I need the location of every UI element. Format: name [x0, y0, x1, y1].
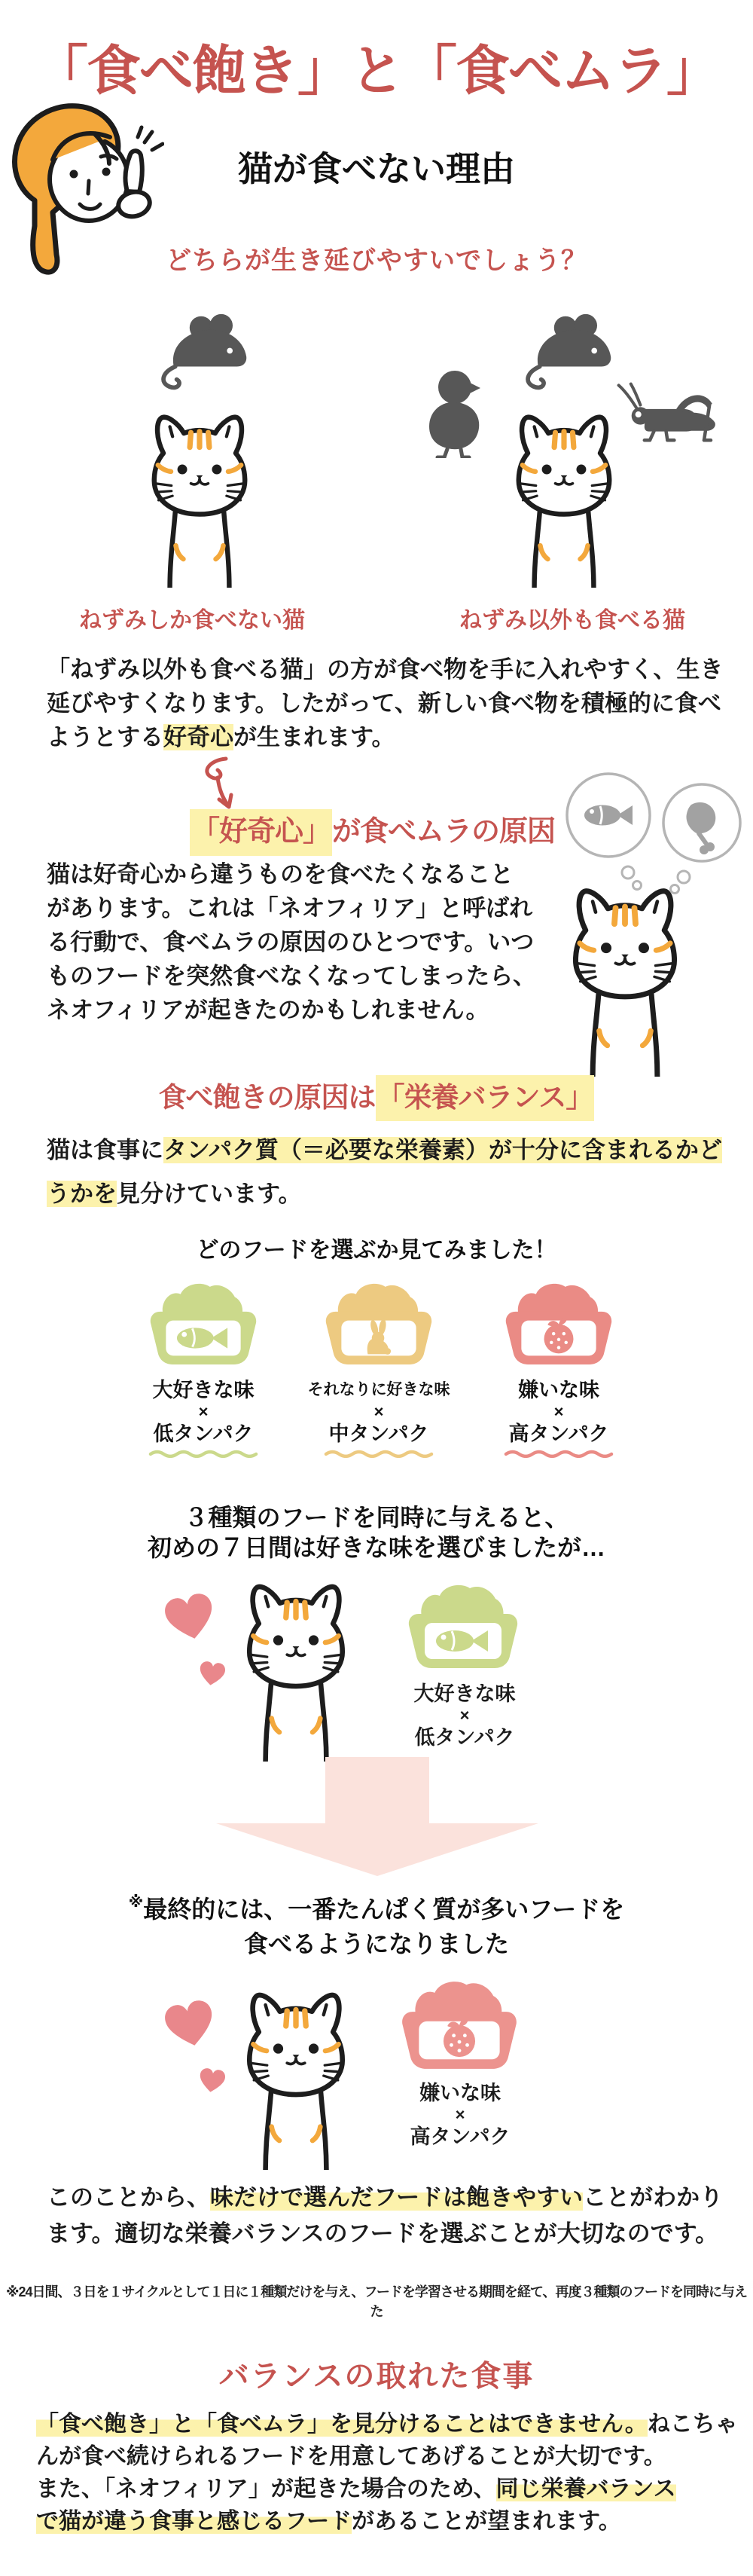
cross-mark: ×	[198, 1402, 209, 1421]
first-choice-label	[386, 1682, 544, 1749]
cross-mark: ×	[373, 1402, 384, 1421]
cat-icon	[235, 1986, 357, 2170]
cross-mark: ×	[459, 1706, 470, 1725]
mouse-icon	[155, 310, 248, 391]
cat-icon	[140, 408, 259, 588]
cat-icon	[235, 1578, 357, 1762]
hearts-icon	[161, 1997, 230, 2111]
label-cat-eats-only-mice: ねずみしか食べない猫	[79, 608, 305, 633]
wavy-underline	[504, 1447, 614, 1458]
strawberry-food-bowl-icon	[504, 1281, 614, 1366]
page-subtitle: 猫が食べない理由	[238, 149, 515, 188]
chick-icon	[419, 368, 491, 458]
paragraph-protein: 猫は食事にタンパク質（＝必要な栄養素）が十分に含まれるかど うかを見分けています。	[47, 1137, 722, 1207]
grasshopper-icon	[616, 380, 718, 443]
heading-result: ※最終的には、一番たんぱく質が多いフードを 食べるようになりました	[128, 1894, 625, 1957]
hearts-icon	[161, 1590, 230, 1704]
heading-balanced-diet: バランスの取れた食事	[218, 2360, 535, 2393]
wavy-underline	[148, 1447, 258, 1458]
paragraph-conclusion: このことから、味だけで選んだフードは飽きやすいことがわかり ます。適切な栄養バランスのフードを選ぶことが大切なのです。	[47, 2184, 724, 2247]
protein-label: 高タンパク	[508, 1422, 609, 1445]
paragraph-balanced-diet: 「食べ飽き」と「食べムラ」を見分けることはできません。ねこちゃ んが食べ続けられるフードを用意してあげることが大切です。 また、「ネオフィリア」が起きた場合のため、同じ栄養バランス で猫が違う食事と感じるフードがあることが望まれます。	[36, 2412, 738, 2534]
curved-arrow-icon	[197, 755, 241, 815]
protein-label: 低タンパク	[414, 1726, 515, 1749]
cat-icon	[505, 408, 623, 588]
taste-label: 嫌いな味	[419, 2082, 501, 2104]
big-down-arrow	[216, 1757, 538, 1876]
food-option-moderate	[296, 1281, 462, 1458]
page-title: 「食べ飽き」と「食べムラ」	[33, 41, 719, 102]
protein-label: 低タンパク	[153, 1422, 254, 1445]
survival-question: どちらが生き延びやすいでしょう？	[166, 246, 587, 275]
cat-icon	[560, 882, 690, 1077]
heading-experiment: ３種類のフードを同時に与えると、 初めの７日間は好きな味を選びましたが…	[147, 1504, 605, 1561]
taste-label: それなりに好きな味	[307, 1381, 450, 1398]
heading-food-choice: どのフードを選ぶか見てみました！	[196, 1238, 557, 1263]
cross-mark: ×	[455, 2105, 465, 2124]
heading-curiosity-cause: 「好奇心」が食べムラの原因	[190, 808, 555, 849]
food-label	[308, 1378, 450, 1458]
final-choice-label	[381, 2081, 539, 2149]
wavy-underline	[324, 1447, 434, 1458]
food-option-favorite	[120, 1281, 286, 1458]
protein-label: 高タンパク	[410, 2125, 511, 2148]
fish-food-bowl-icon	[148, 1281, 258, 1366]
strawberry-food-bowl-icon	[400, 1979, 519, 2070]
label-cat-eats-more-than-mice: ねずみ以外も食べる猫	[459, 608, 685, 633]
food-label	[504, 1378, 614, 1458]
taste-label: 大好きな味	[152, 1379, 255, 1401]
paragraph-survival: 「ねずみ以外も食べる猫」の方が食べ物を手に入れやすく、生き 延びやすくなります。したがって、新しい食べ物を積極的に食べ ようとする好奇心が生まれます。	[47, 656, 724, 750]
fish-food-bowl-icon	[407, 1582, 520, 1670]
cross-mark: ×	[553, 1402, 564, 1421]
food-option-disliked	[476, 1281, 642, 1458]
mouse-icon	[520, 310, 613, 391]
footnote-method: ※24日間、３日を１サイクルとして１日に１種類だけを与え、フードを学習させる期間を経て、再度３種類のフードを同時に与えた	[6, 2284, 747, 2319]
rabbit-food-bowl-icon	[324, 1281, 434, 1366]
food-label	[148, 1378, 258, 1458]
protein-label: 中タンパク	[328, 1422, 429, 1445]
taste-label: 嫌いな味	[518, 1379, 599, 1401]
heading-nutrition-balance: 食べ飽きの原因は「栄養バランス」	[0, 1074, 753, 1115]
paragraph-neophilia: 猫は好奇心から違うものを食べたくなること があります。これは「ネオフィリア」と呼ばれ る行動で、食べムラの原因のひとつです。いつ ものフードを突然食べなくなってしまったら、 ネオフィリアが起きたのかもしれません。	[47, 861, 537, 1023]
taste-label: 大好きな味	[413, 1682, 516, 1705]
